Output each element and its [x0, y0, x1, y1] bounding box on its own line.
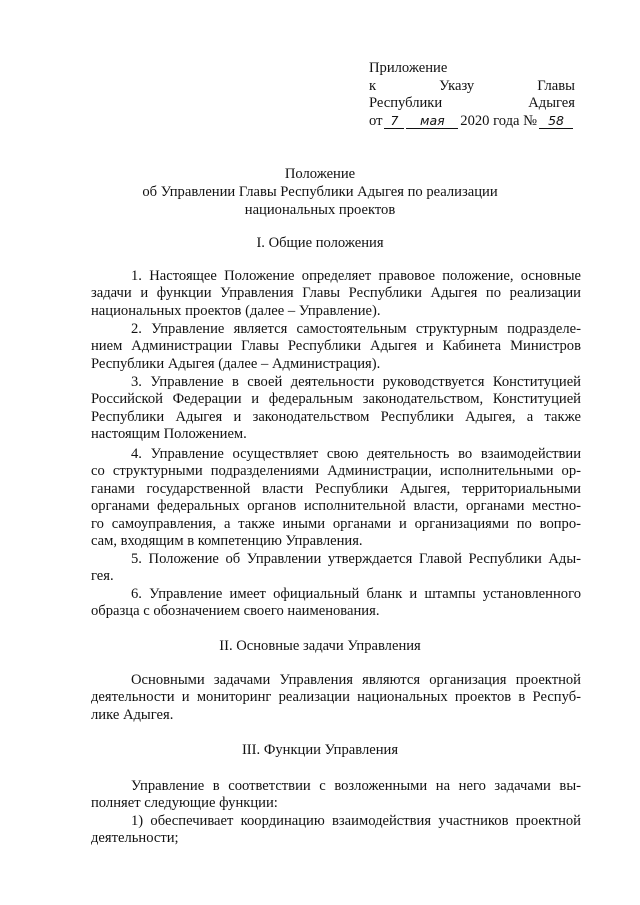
title-line-3: национальных проектов [244, 202, 396, 218]
text-line: ганами государственной власти Республики Адыгея, территориальными [91, 480, 581, 497]
text-line: 2. Управление является самостоятельным структурным подразделе- [131, 321, 581, 337]
section-1-paragraph-2 [91, 321, 581, 373]
title-line-2: об Управлении Главы Республики Адыгея по реализации [142, 184, 498, 200]
section-1-paragraph-5 [91, 551, 581, 586]
text-line: лике Адыгея. [91, 706, 174, 723]
text-line: полняет следующие функции: [91, 795, 278, 812]
appendix-date-line [369, 113, 575, 131]
text-line: деятельности и мониторинг реализации национальных проектов в Респуб- [91, 689, 581, 706]
appendix-word-republic: Республики [369, 95, 443, 111]
text-line: 4. Управление осуществляет свою деятельность во взаимодействии [131, 446, 581, 462]
section-1-paragraph-1 [91, 268, 581, 320]
text-line: Республики Адыгея (далее – Администрация). [91, 355, 381, 372]
text-line: Республики Адыгея и законодательством Республики Адыгея, а также [91, 408, 581, 425]
section-3-heading: III. Функции Управления [241, 742, 399, 758]
text-line: органами федеральных органов исполнительной власти, органами местно- [91, 498, 581, 515]
text-line: настоящим Положением. [91, 426, 247, 443]
document-title [60, 165, 580, 219]
appendix-line-2 [369, 78, 575, 96]
text-line: 1) обеспечивает координацию взаимодействия участников проектной [131, 813, 581, 829]
appendix-word-decree: Указу [439, 77, 475, 94]
text-line: 6. Управление имеет официальный бланк и штампы установленного [131, 586, 581, 602]
text-line: Российской Федерации и федеральным законодательством, Конституцией [91, 391, 581, 408]
date-year-text: 2020 года № [460, 112, 538, 129]
appendix-label: Приложение [369, 60, 448, 76]
text-line: 5. Положение об Управлении утверждается Главой Республики Ады- [131, 551, 581, 567]
text-line: со структурными подразделениями Администрации, исполнительными ор- [91, 463, 581, 480]
appendix-header [369, 60, 575, 130]
text-line: Основными задачами Управления являются организация проектной [131, 672, 581, 688]
text-line: деятельности; [91, 830, 179, 847]
appendix-line-1 [369, 60, 575, 78]
section-3-paragraph-2 [91, 813, 581, 848]
section-2-paragraph-1 [91, 672, 581, 724]
section-1-heading: I. Общие положения [256, 235, 384, 251]
section-2-heading: II. Основные задачи Управления [219, 638, 421, 654]
text-line: задачи и функции Управления Главы Республики Адыгея по реализации [91, 285, 581, 302]
text-line: сам, входящим в компетенцию Управления. [91, 533, 363, 550]
text-line: 1. Настоящее Положение определяет правовое положение, основные [131, 268, 581, 284]
text-line: гея. [91, 568, 114, 585]
section-3-paragraph-1 [91, 778, 581, 813]
appendix-word-head: Главы [537, 77, 575, 94]
appendix-line-3 [369, 95, 575, 113]
date-month-handwritten: мая [406, 114, 458, 129]
section-1-paragraph-3 [91, 374, 581, 444]
date-prefix: от [369, 112, 383, 129]
title-line-1: Положение [284, 166, 356, 182]
text-line: Управление в соответствии с возложенными на него задачами вы- [131, 778, 581, 794]
text-line: образца с обозначением своего наименования. [91, 603, 380, 620]
date-day-handwritten: 7 [384, 114, 404, 129]
decree-number-handwritten: 58 [539, 114, 573, 129]
appendix-word-to: к [369, 77, 377, 94]
text-line: 3. Управление в своей деятельности руководствуется Конституцией [131, 374, 581, 390]
section-1-paragraph-4 [91, 446, 581, 550]
text-line: национальных проектов (далее – Управление). [91, 302, 381, 319]
section-1-paragraph-6 [91, 586, 581, 621]
text-line: нием Администрации Главы Республики Адыгея и Кабинета Министров [91, 338, 581, 355]
text-line: го самоуправления, а также иными органами и организациями по вопро- [91, 515, 581, 532]
appendix-word-adygea: Адыгея [528, 95, 575, 111]
